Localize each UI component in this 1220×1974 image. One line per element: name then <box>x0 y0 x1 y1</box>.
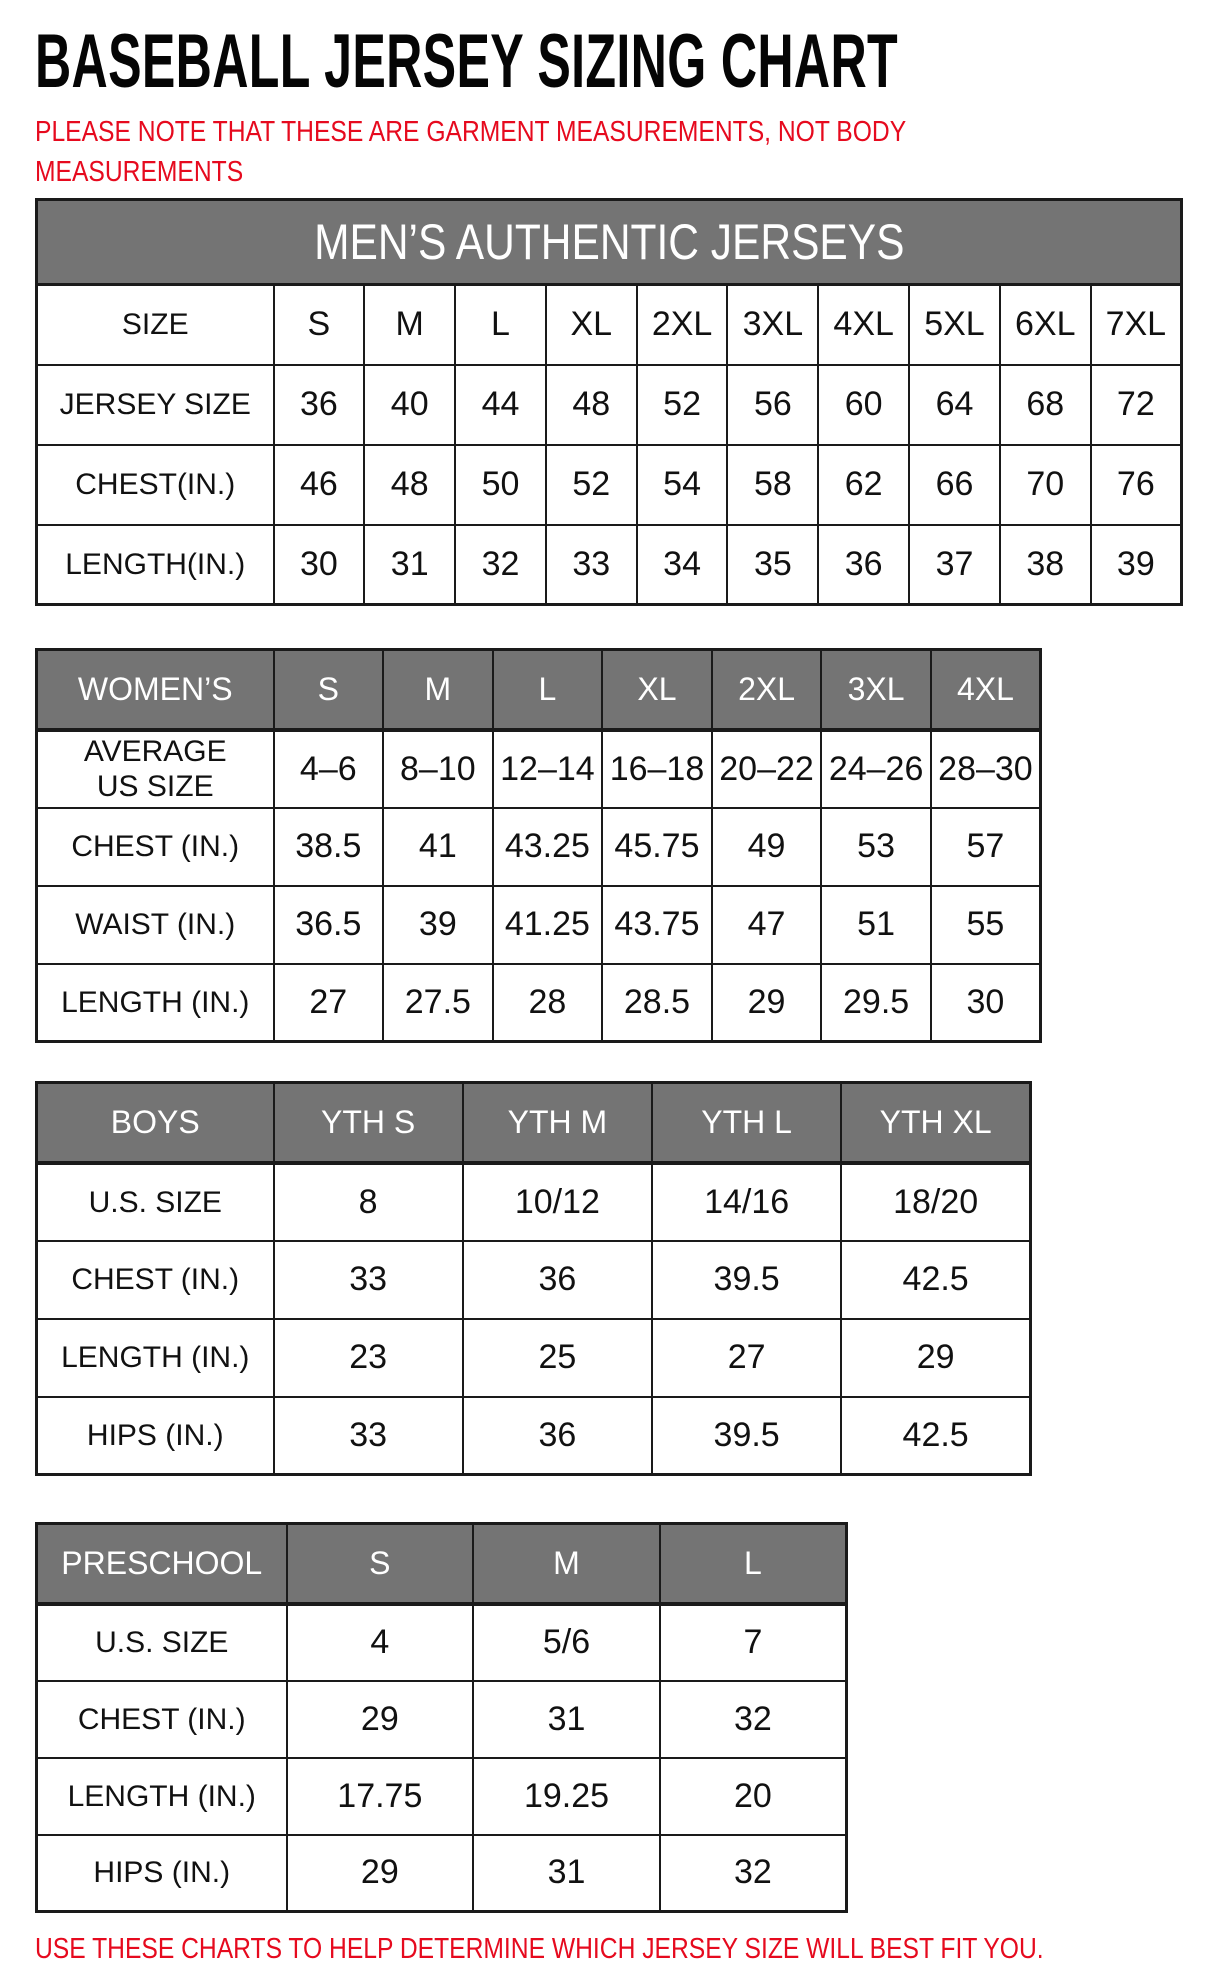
womens-header-row <box>37 650 1041 730</box>
row-label: LENGTH (IN.) <box>37 964 274 1042</box>
cell: 41 <box>383 808 493 886</box>
column-header: YTH S <box>274 1083 463 1163</box>
womens-table <box>35 648 1042 1043</box>
table-row <box>37 365 1182 445</box>
cell: 5/6 <box>473 1604 660 1681</box>
mens-banner-row <box>37 200 1182 285</box>
table-row <box>37 445 1182 525</box>
cell: 4XL <box>818 285 909 365</box>
cell: 28–30 <box>931 730 1041 808</box>
cell: 51 <box>821 886 931 964</box>
row-label: AVERAGE US SIZE <box>37 730 274 808</box>
cell: 39.5 <box>652 1241 841 1319</box>
cell: 24–26 <box>821 730 931 808</box>
cell: 30 <box>274 525 365 605</box>
cell: 72 <box>1091 365 1182 445</box>
cell: 57 <box>931 808 1041 886</box>
cell: 31 <box>473 1681 660 1758</box>
measurement-note <box>35 112 1185 192</box>
table-row <box>37 1397 1031 1475</box>
cell: 5XL <box>909 285 1000 365</box>
cell: 8 <box>274 1163 463 1241</box>
cell: 41.25 <box>493 886 603 964</box>
row-label: SIZE <box>37 285 274 365</box>
cell: 28.5 <box>602 964 712 1042</box>
mens-table <box>35 198 1183 606</box>
sizing-tables-container <box>35 198 1185 1913</box>
preschool-table <box>35 1522 848 1913</box>
cell: 38.5 <box>274 808 384 886</box>
cell: 39 <box>383 886 493 964</box>
cell: 32 <box>455 525 546 605</box>
cell: 6XL <box>1000 285 1091 365</box>
cell: 48 <box>364 445 455 525</box>
cell: 52 <box>546 445 637 525</box>
cell: 14/16 <box>652 1163 841 1241</box>
row-label: HIPS (IN.) <box>37 1397 274 1475</box>
row-label: JERSEY SIZE <box>37 365 274 445</box>
cell: 62 <box>818 445 909 525</box>
cell: L <box>455 285 546 365</box>
cell: 48 <box>546 365 637 445</box>
cell: 49 <box>712 808 822 886</box>
cell: 4–6 <box>274 730 384 808</box>
preschool-header-label: PRESCHOOL <box>37 1524 287 1604</box>
table-row <box>37 1604 847 1681</box>
cell: 16–18 <box>602 730 712 808</box>
cell: 66 <box>909 445 1000 525</box>
cell: 17.75 <box>287 1758 474 1835</box>
cell: 70 <box>1000 445 1091 525</box>
cell: 36 <box>274 365 365 445</box>
row-label: CHEST (IN.) <box>37 1241 274 1319</box>
cell: 33 <box>274 1397 463 1475</box>
cell: 28 <box>493 964 603 1042</box>
cell: 25 <box>463 1319 652 1397</box>
column-header: L <box>493 650 603 730</box>
row-label: LENGTH (IN.) <box>37 1319 274 1397</box>
table-row <box>37 1241 1031 1319</box>
table-row <box>37 808 1041 886</box>
cell: 32 <box>660 1835 847 1912</box>
cell: 34 <box>637 525 728 605</box>
row-label: LENGTH (IN.) <box>37 1758 287 1835</box>
measurement-note-line1: PLEASE NOTE THAT THESE ARE GARMENT MEASUREMENTS, NOT BODY <box>35 116 907 149</box>
column-header: XL <box>602 650 712 730</box>
table-row <box>37 525 1182 605</box>
column-header: S <box>287 1524 474 1604</box>
cell: S <box>274 285 365 365</box>
table-row <box>37 964 1041 1042</box>
column-header: YTH L <box>652 1083 841 1163</box>
cell: 43.75 <box>602 886 712 964</box>
cell: 55 <box>931 886 1041 964</box>
cell: 58 <box>727 445 818 525</box>
column-header: YTH M <box>463 1083 652 1163</box>
row-label: U.S. SIZE <box>37 1163 274 1241</box>
cell: 60 <box>818 365 909 445</box>
cell: 31 <box>364 525 455 605</box>
table-row <box>37 1163 1031 1241</box>
column-header: M <box>473 1524 660 1604</box>
row-label: WAIST (IN.) <box>37 886 274 964</box>
footer-note-text: USE THESE CHARTS TO HELP DETERMINE WHICH JERSEY SIZE WILL BEST FIT YOU. <box>35 1933 1044 1966</box>
cell: 44 <box>455 365 546 445</box>
cell: 20 <box>660 1758 847 1835</box>
cell: 43.25 <box>493 808 603 886</box>
mens-banner-text: MEN’S AUTHENTIC JERSEYS <box>313 214 905 271</box>
cell: 42.5 <box>841 1397 1030 1475</box>
preschool-header-row <box>37 1524 847 1604</box>
row-label: CHEST (IN.) <box>37 808 274 886</box>
cell: 52 <box>637 365 728 445</box>
measurement-note-line2: MEASUREMENTS <box>35 156 244 189</box>
table-row <box>37 1835 847 1912</box>
column-header: M <box>383 650 493 730</box>
table-row <box>37 1319 1031 1397</box>
cell: 35 <box>727 525 818 605</box>
cell: 36 <box>463 1241 652 1319</box>
cell: 29 <box>841 1319 1030 1397</box>
cell: 30 <box>931 964 1041 1042</box>
cell: 37 <box>909 525 1000 605</box>
cell: 10/12 <box>463 1163 652 1241</box>
cell: 23 <box>274 1319 463 1397</box>
table-row <box>37 1758 847 1835</box>
cell: 29 <box>712 964 822 1042</box>
column-header: YTH XL <box>841 1083 1030 1163</box>
cell: 76 <box>1091 445 1182 525</box>
page-title-text: BASEBALL JERSEY SIZING CHART <box>35 19 899 104</box>
boys-header-label: BOYS <box>37 1083 274 1163</box>
row-label: LENGTH(IN.) <box>37 525 274 605</box>
cell: 4 <box>287 1604 474 1681</box>
cell: 31 <box>473 1835 660 1912</box>
cell: 8–10 <box>383 730 493 808</box>
row-label: HIPS (IN.) <box>37 1835 287 1912</box>
cell: 29 <box>287 1835 474 1912</box>
cell: 7XL <box>1091 285 1182 365</box>
column-header: L <box>660 1524 847 1604</box>
page-title <box>35 19 1185 104</box>
cell: 32 <box>660 1681 847 1758</box>
cell: 29 <box>287 1681 474 1758</box>
table-row <box>37 886 1041 964</box>
row-label: CHEST(IN.) <box>37 445 274 525</box>
cell: 33 <box>546 525 637 605</box>
column-header: 3XL <box>821 650 931 730</box>
cell: M <box>364 285 455 365</box>
cell: 20–22 <box>712 730 822 808</box>
row-label: U.S. SIZE <box>37 1604 287 1681</box>
cell: 40 <box>364 365 455 445</box>
cell: 36 <box>818 525 909 605</box>
boys-table <box>35 1081 1032 1476</box>
cell: 27.5 <box>383 964 493 1042</box>
cell: XL <box>546 285 637 365</box>
cell: 50 <box>455 445 546 525</box>
cell: 39.5 <box>652 1397 841 1475</box>
cell: 29.5 <box>821 964 931 1042</box>
womens-header-label: WOMEN’S <box>37 650 274 730</box>
cell: 33 <box>274 1241 463 1319</box>
cell: 64 <box>909 365 1000 445</box>
cell: 68 <box>1000 365 1091 445</box>
column-header: S <box>274 650 384 730</box>
cell: 42.5 <box>841 1241 1030 1319</box>
column-header: 2XL <box>712 650 822 730</box>
cell: 7 <box>660 1604 847 1681</box>
cell: 27 <box>652 1319 841 1397</box>
column-header: 4XL <box>931 650 1041 730</box>
boys-header-row <box>37 1083 1031 1163</box>
cell: 36 <box>463 1397 652 1475</box>
cell: 47 <box>712 886 822 964</box>
row-label: CHEST (IN.) <box>37 1681 287 1758</box>
cell: 56 <box>727 365 818 445</box>
cell: 46 <box>274 445 365 525</box>
cell: 53 <box>821 808 931 886</box>
cell: 54 <box>637 445 728 525</box>
cell: 3XL <box>727 285 818 365</box>
table-row <box>37 1681 847 1758</box>
table-row <box>37 730 1041 808</box>
cell: 2XL <box>637 285 728 365</box>
table-row <box>37 285 1182 365</box>
footer-note <box>35 1929 1185 1969</box>
cell: 18/20 <box>841 1163 1030 1241</box>
cell: 38 <box>1000 525 1091 605</box>
cell: 27 <box>274 964 384 1042</box>
cell: 45.75 <box>602 808 712 886</box>
cell: 39 <box>1091 525 1182 605</box>
cell: 36.5 <box>274 886 384 964</box>
cell: 12–14 <box>493 730 603 808</box>
mens-banner <box>37 200 1182 285</box>
cell: 19.25 <box>473 1758 660 1835</box>
